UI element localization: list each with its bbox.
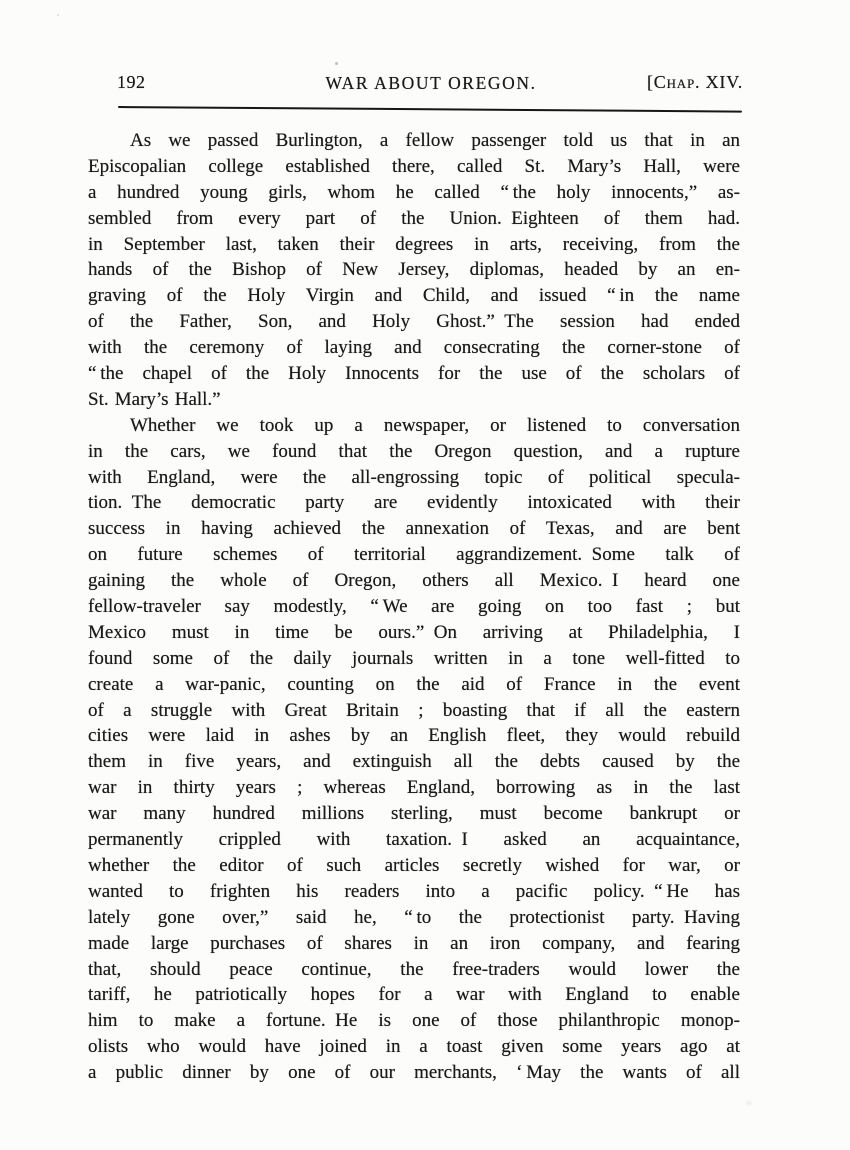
text-line: in September last, taken their degrees in arts, receiving, from the bbox=[88, 233, 740, 255]
text-line: create a war-panic, counting on the aid of France in the event bbox=[88, 673, 740, 695]
text-line: a hundred young girls, whom he called “ the holy innocents,” as- bbox=[88, 181, 740, 203]
text-line: sembled from every part of the Union. Eighteen of them had. bbox=[88, 207, 740, 229]
text-line: of the Father, Son, and Holy Ghost.” The session had ended bbox=[88, 311, 740, 333]
text-line: on future schemes of territorial aggrandizement. Some talk of bbox=[88, 544, 740, 566]
chapter-label: [Chap. XIV. bbox=[647, 72, 743, 92]
scan-speck bbox=[335, 62, 338, 65]
text-line: war many hundred millions sterling, must become bankrupt or bbox=[88, 803, 740, 825]
text-line: tion. The democratic party are evidently intoxicated with their bbox=[88, 492, 740, 514]
header-rule bbox=[118, 106, 742, 113]
text-line: As we passed Burlington, a fellow passenger told us that in an bbox=[130, 130, 740, 151]
text-line: found some of the daily journals written in a tone well-fitted to bbox=[88, 647, 740, 669]
text-line: with the ceremony of laying and consecrating the corner-stone of bbox=[88, 337, 740, 359]
text-line: a public dinner by one of our merchants, ‘ May the wants of all bbox=[88, 1062, 740, 1084]
text-line: wanted to frighten his readers into a pacific policy. “ He has bbox=[88, 880, 740, 902]
text-line: with England, were the all-engrossing topic of political specula- bbox=[88, 466, 740, 488]
scan-speck bbox=[746, 1101, 752, 1105]
running-title: WAR ABOUT OREGON. bbox=[325, 73, 537, 93]
text-line: war in thirty years ; whereas England, borrowing as in the last bbox=[88, 777, 740, 799]
text-line: permanently crippled with taxation. I asked an acquaintance, bbox=[88, 829, 740, 851]
text-line: made large purchases of shares in an iron company, and fearing bbox=[88, 932, 740, 954]
text-line: graving of the Holy Virgin and Child, and issued “ in the name bbox=[88, 285, 740, 307]
text-line: “ the chapel of the Holy Innocents for the use of the scholars of bbox=[88, 363, 740, 385]
text-line: St. Mary’s Hall.” bbox=[88, 388, 221, 410]
page-number: 192 bbox=[117, 72, 146, 92]
text-line: hands of the Bishop of New Jersey, diplomas, headed by an en- bbox=[88, 259, 740, 281]
text-line: in the cars, we found that the Oregon question, and a rupture bbox=[88, 440, 740, 462]
text-line: whether the editor of such articles secretly wished for war, or bbox=[88, 854, 740, 876]
text-line: cities were laid in ashes by an English fleet, they would rebuild bbox=[88, 725, 740, 747]
text-line: fellow-traveler say modestly, “ We are going on too fast ; but bbox=[88, 596, 740, 618]
page-body bbox=[88, 130, 740, 1088]
text-line: him to make a fortune. He is one of those philanthropic monop- bbox=[88, 1010, 740, 1032]
text-line: olists who would have joined in a toast given some years ago at bbox=[88, 1036, 740, 1058]
text-line: Whether we took up a newspaper, or listened to conversation bbox=[130, 414, 740, 436]
text-line: that, should peace continue, the free-traders would lower the bbox=[88, 958, 740, 980]
text-line: gaining the whole of Oregon, others all Mexico. I heard one bbox=[88, 570, 740, 592]
scan-speck bbox=[57, 14, 59, 16]
text-line: of a struggle with Great Britain ; boasting that if all the eastern bbox=[88, 699, 740, 721]
text-line: tariff, he patriotically hopes for a war with England to enable bbox=[88, 984, 740, 1006]
text-line: lately gone over,” said he, “ to the protectionist party. Having bbox=[88, 906, 740, 928]
text-line: success in having achieved the annexation of Texas, and are bent bbox=[88, 518, 740, 540]
text-line: them in five years, and extinguish all the debts caused by the bbox=[88, 751, 740, 773]
text-line: Episcopalian college established there, called St. Mary’s Hall, were bbox=[88, 155, 740, 177]
text-line: Mexico must in time be ours.” On arriving at Philadelphia, I bbox=[88, 621, 740, 643]
